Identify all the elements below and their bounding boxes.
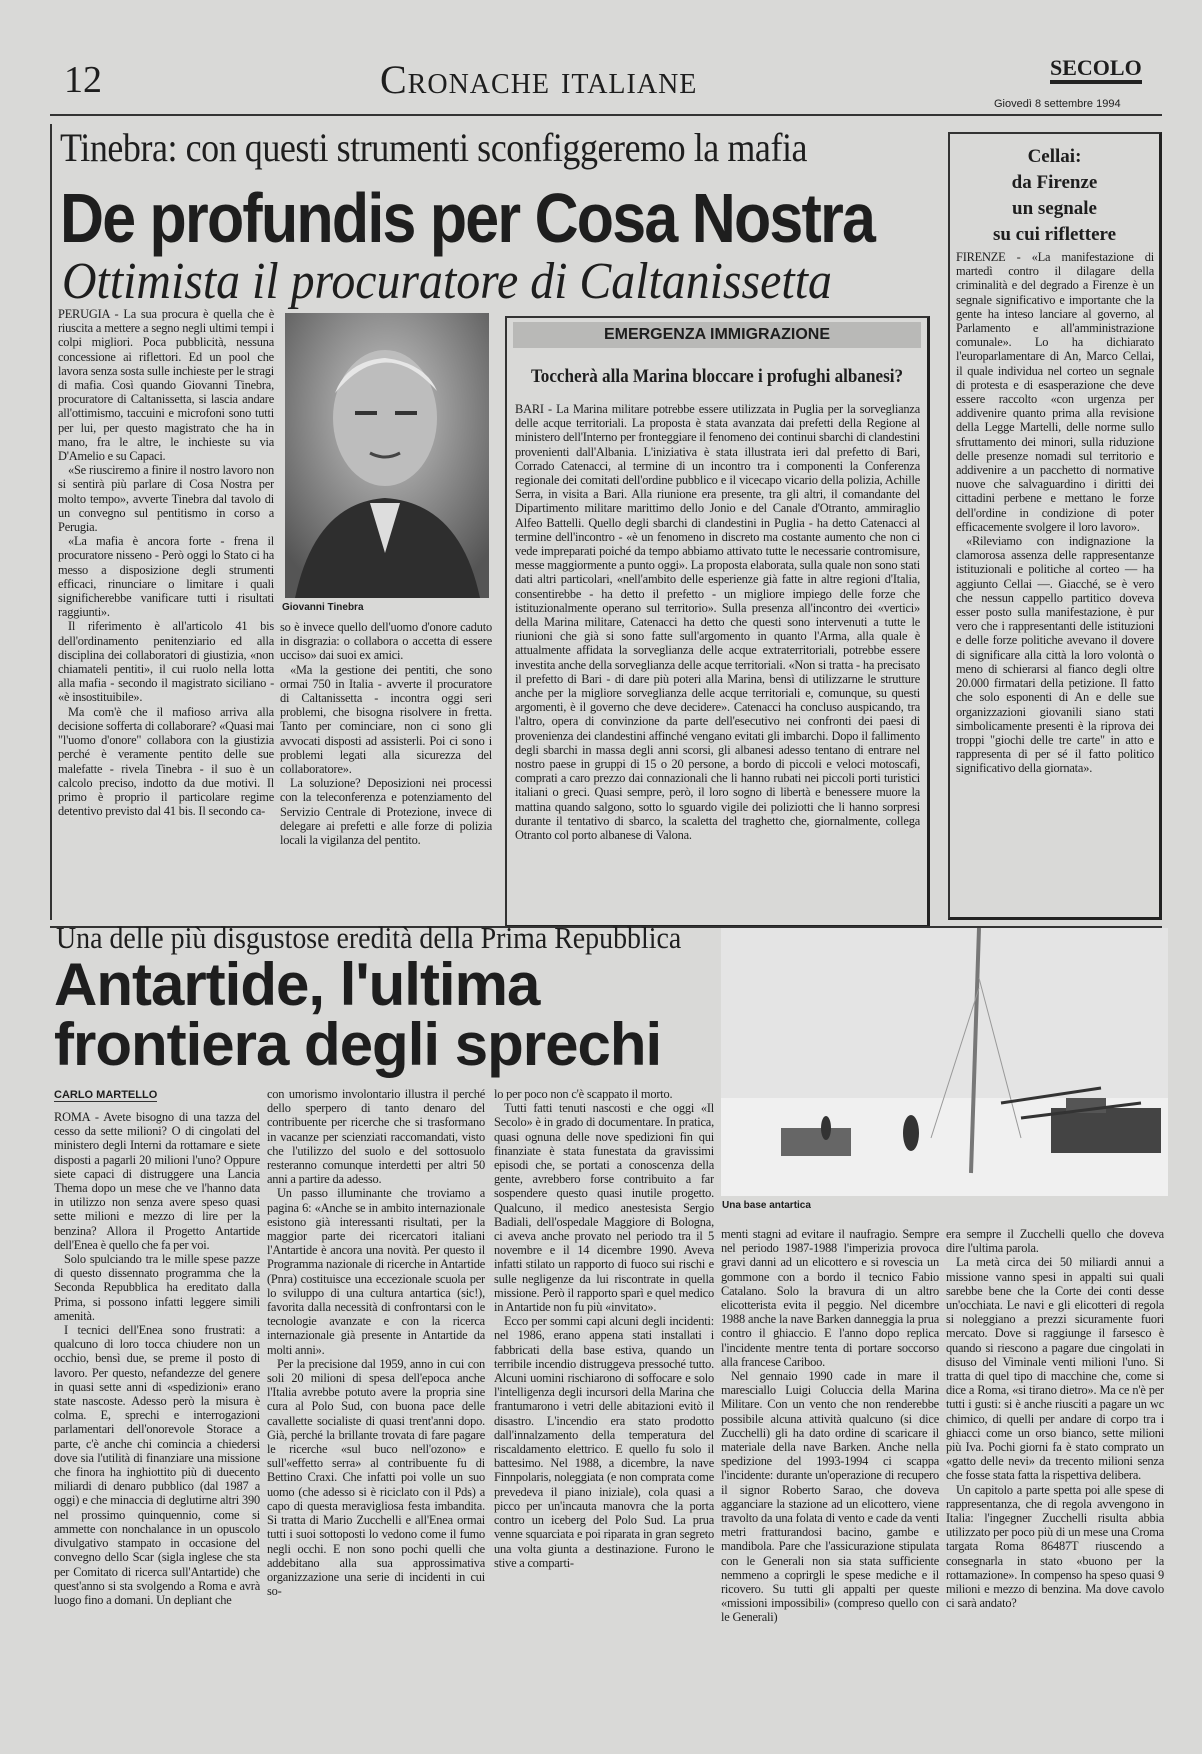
sidebar-title-line: su cui riflettere: [992, 224, 1117, 245]
immigration-banner: EMERGENZA IMMIGRAZIONE: [513, 322, 921, 348]
tinebra-portrait-photo: [285, 313, 489, 598]
sidebar-body: [956, 250, 1154, 912]
paragraph: FIRENZE - «La manifestazione di martedì contro il dilagare della criminalità e del degrado a Firenze è un segnale significativo e importante che la gente ha inteso lanciare al governo, al Parlamento e all'amministrazione comunale». Lo ha dichiarato l'europarlamentare di An, Marco Cellai, il quale individua nel corteo un segnale di protesta e di esasperazione che deve essere raccolto «con urgenza per addivenire quanto prima alla revisione della Legge Martelli, delle norme sullo sfruttamento dei minori, sulla riduzione delle presenze nomadi sul territorio e addivenire a un pacchetto di normative nuove che salvaguardino i diritti dei cittadini perbene e mettano le forze dell'ordine in condizione di poter efficacemente svolgere il loro lavoro».: [956, 250, 1154, 534]
paragraph: «Ma la gestione dei pentiti, che sono ormai 750 in Italia - avverte il procuratore di Caltanissetta - incontra oggi seri problemi, che bisogna risolvere in fretta. Tanto per cominciare, non ci sono gli avvocati disposti ad assisterli. Poi ci sono i problemi legati alla sicurezza del collaboratore».: [280, 662, 492, 777]
headline-line: Antartide, l'ultima: [54, 951, 540, 1018]
lead-headline: De profundis per Cosa Nostra: [60, 179, 875, 257]
paragraph: Tutti fatti tenuti nascosti e che oggi «Il Secolo» è in grado di documentare. In pratica, quasi ognuna delle nove spedizioni fin qui finanziate è stata funestata da gravissimi episodi che, se portati a conoscenza della gente, avrebbero forse contribuito a far sospendere questo quasi inutile progetto. Qualcuno, il medico anestesista Sergio Badiali, dell'ospedale Maggiore di Bologna, ci aveva anche provato nel periodo tra il 5 novembre e il 14 dicembre 1990. Aveva infatti stilato un rapporto di fuoco sui rischi e sulle negligenze da lui riscontrate in quella missione. Però il rapporto sparì e quel medico in Antartide non fu più «invitato».: [494, 1101, 714, 1315]
antarctic-column-5: [946, 1227, 1164, 1746]
antarctic-base-photo: [721, 928, 1168, 1196]
paragraph: «Rileviamo con indignazione la clamorosa assenza delle rappresentanze istituzionali e politiche al corteo — ha aggiunto Cellai —. Giacché, se è vero che nessun cappello partitico doveva esser posto sulla manifestazione, è pur vero che i rappresentanti delle istituzioni e delle forze politiche avevano il dovere di significare alla città la loro volontà o meno di schierarsi al fianco degli oltre 20.000 firmatari della petizione. Il fatto che solo esponenti di An e delle sue organizzazioni giovanili siano stati simbolicamente presenti è la riprova dei troppi "giochi delle tre carte" in atto e rappresenta di per sé il fatto politico significativo della giornata».: [956, 534, 1154, 776]
immigration-body: [515, 402, 920, 922]
paragraph: ROMA - Avete bisogno di una tazza del cesso da sette milioni? O di cingolati del ministero degli Interni da rottamare e siete disposti a pagarli 20 milioni l'uno? Oppure siete capaci di distruggere una Lancia Thema dopo un mese che ve l'hanno data in utilizzo non senza avere speso quasi sette milioni e mezzo di lire per la benzina? Allora il Progetto Antartide dell'Enea è quello che fa per voi.: [54, 1110, 260, 1252]
immigration-title: Toccherà alla Marina bloccare i profughi albanesi?: [530, 366, 904, 387]
newspaper-logo: SECOLO: [1050, 56, 1142, 84]
paragraph: I tecnici dell'Enea sono frustrati: a qualcuno di loro tocca chiudere non un occhio, bensì due, se preme il posto di lavoro. Per questo, nefandezze del genere in quasi sette anni di «spedizioni» erano state nascoste. Adesso però la misura è colma. E, sprechi e interrogazioni parlamentari dell'onorevole Storace a parte, c'è anche chi comincia a chiedersi dove sia l'utilità di finanziare una missione che finora ha inghiottito più di duecento miliardi di denaro pubblico (dal 1987 a oggi) e che minaccia di deglutirne altri 390 nel prossimo quinquennio, come si ammette con nonchalance in un opuscolo divulgativo stampato in occasione del convegno dello Scar (sigla inglese che sta per Comitato di ricerca sull'Antartide) che quest'anno si sta svolgendo a Roma e avrà luogo fino a domani. Un depliant che: [54, 1323, 260, 1607]
paragraph: con umorismo involontario illustra il perché dello sperpero di tanto denaro del contribuente per ricerche che si trasformano in vacanze per scienziati raccomandati, visto che l'utilizzo del suolo e del sottosuolo resteranno comunque interdetti per altri 50 anni a partire da adesso.: [267, 1087, 485, 1187]
lead-column-2: [280, 620, 492, 908]
sidebar-title-line: un segnale: [1012, 198, 1097, 219]
paragraph: Ma com'è che il mafioso arriva alla decisione sofferta di collaborare? «Quasi mai "l'uomo d'onore" collabora con la giustizia perché è veramente pentito delle sue malefatte - rivela Tinebra - il suo è un calcolo preciso, indotto da due motivi. Il primo è proprio il particolare regime detentivo previsto dal 41 bis. Il secondo ca-: [58, 704, 274, 819]
paragraph: «La mafia è ancora forte - frena il procuratore nisseno - Però oggi lo Stato ci ha messo a disposizione degli strumenti efficaci, rinunciare o limitare i quali significherebbe vanificare tutti i risultati raggiunti».: [58, 534, 274, 620]
paragraph: La soluzione? Deposizioni nei processi con la teleconferenza e potenziamento del Servizio Centrale di Protezione, invece di delegare ai prefetti e alle forze di polizia locali la vigilanza del pentito.: [280, 776, 492, 848]
sidebar-title: [950, 144, 1159, 248]
issue-date: Giovedì 8 settembre 1994: [994, 98, 1121, 110]
photo-caption: Giovanni Tinebra: [282, 602, 364, 613]
paragraph: menti stagni ad evitare il naufragio. Sempre nel periodo 1987-1988 l'imperizia provoca gravi danni ad un elicottero e si rovescia un gommone con a bordo il tecnico Fabio Catalano. Solo la bravura di un altro elicotterista evita il peggio. Nel dicembre 1988 anche la nave Barken danneggia la prua contro il ghiaccio. E l'anno dopo replica l'incidente mentre tenta di portare soccorso alla francese Cariboo.: [721, 1227, 939, 1369]
headline-line: frontiera degli sprechi: [54, 1011, 662, 1078]
lead-kicker: Tinebra: con questi strumenti sconfiggeremo la mafia: [60, 125, 808, 170]
paragraph: Per la precisione dal 1959, anno in cui con soli 20 milioni di spesa dell'epoca anche l'Italia avrebbe potuto avere la propria sine cura al Polo Sud, con buona pace delle cavallette socialiste di quasi trent'anni dopo. Già, perché la brillante trovata di fare pagare le ricerche «sul buco nell'ozono» e sull'«effetto serra» al contribuente fu di Bettino Craxi. Che infatti poi volle un suo uomo (che adesso si è riciclato con il Pds) a capo di questa meravigliosa festa imbandita. Si tratta di Mario Zucchelli e all'Enea ormai tutti i suoi sottoposti lo vedono come il fumo negli occhi. E non sono pochi quelli che addebitano alla sua approssimativa organizzazione una serie di incidenti in cui so-: [267, 1356, 485, 1599]
paragraph: Un capitolo a parte spetta poi alle spese di rappresentanza, che di regola avvengono in Italia: l'ingegner Zucchelli risulta abbia utilizzato per poco più di un mese una Croma targata Roma 86487T riuscendo a consegnarla in stato «buono per la rottamazione». In compenso ha speso quasi 9 milioni e mezzo di benzina. Ma dove cavolo ci sarà andato?: [946, 1482, 1164, 1611]
header-rule: [50, 114, 1162, 116]
paragraph: lo per poco non c'è scappato il morto.: [494, 1087, 673, 1101]
photo-caption: Una base antartica: [722, 1200, 811, 1211]
paragraph: Ecco per sommi capi alcuni degli incidenti: nel 1986, erano appena stati installati i fabbricati della base estiva, quando un terribile incendio distruggeva pressoché tutto. Alcuni uomini rischiarono di soffocare e solo l'intelligenza degli incursori della Marina che frantumarono i vetri delle abitazioni evitò il disastro. L'incendio era stato prodotto dall'innalzamento della temperatura del riscaldamento elettrico. E quello fu solo il battesimo. Nel 1988, a dicembre, la nave Finnpolaris, noleggiata (e non comprata come prevedeva il piano iniziale), cola quasi a picco per un'incauta manovra che la porta contro un iceberg del Polo Sud. La prua venne squarciata e poi riparata in gran segreto una volta giunta a destinazione. Furono le stive a comparti-: [494, 1314, 714, 1570]
antarctic-column-3: [494, 1087, 714, 1746]
paragraph: BARI - La Marina militare potrebbe essere utilizzata in Puglia per la sorveglianza delle acque territoriali. La proposta è stata avanzata dai prefetti della Regione al ministero dell'Interno per fronteggiare il fenomeno dei continui sbarchi di clandestini provenienti dall'Albania. L'iniziativa è stata illustrata ieri dal prefetto di Bari, Corrado Catenacci, al termine di un incontro tra i componenti la Conferenza regionale dei comitati dell'ordine pubblico e il vicecapo vicario della polizia, Achille Serra, in visita a Bari. Alla riunione era presente, tra gli altri, il comandante del Dipartimento militare marittimo dello Jonio e del Canale d'Otranto, ammiraglio Alfeo Battelli. Quello degli sbarchi di clandestini in Puglia - ha detto Catenacci al termine dell'incontro - «è un fenomeno in discreto ma costante aumento che non ci vede impreparati poiché da tempo abbiamo attivato tutte le necessarie contromisure, messe maggiormente a punto oggi». La proposta elaborata, sulla quale non sono stati dati altri particolari, «nell'ambito delle esperienze già fatte in altre regioni d'Italia, consentirebbe - ha detto il prefetto - un migliore impiego delle forze che istituzionalmente operano sul territorio». Sulla presenza all'incontro dei «vertici» della Marina militare, Catenacci ha detto che questi sono intervenuti a tutte le riunioni che già si sono fatte sull'argomento in quanto l'Arma, alla quale è attualmente affidata la sorveglianza delle acque extraterritoriali, potrebbe essere investita anche della sorveglianza delle acque territoriali. «Non si tratta - ha precisato il prefetto di Bari - di dare più poteri alla Marina, bensì di utilizzarne le strutture anche per la migliore sorveglianza delle acque territoriali e, comunque, su questi argomenti, è il governo che deve decidere». Catenacci ha concluso auspicando, tra l'altro, opera di convinzione da parte dell'esecutivo nei confronti dei paesi di provenienza dei clandestini affinché vengano evitati gli imbarchi. Dopo il fallimento degli sbarchi in massa degli anni scorsi, gli albanesi adesso tentano di entrare nel nostro paese in gruppi di 15 o 20 persone, a bordo di piccoli e veloci motoscafi, comprati a caro prezzo dai connazionali che li hanno rubati nei piccoli porti turistici italiani o greci. Quasi sempre, però, il loro sogno di libertà e benessere muore la mattina quando salgono, sotto lo sguardo vigile dei poliziotti che li hanno sorpresi durante il tentativo di sbarco, la scaletta del traghetto che, giornalmente, collega Otranto col porto albanese di Valona.: [515, 402, 920, 843]
byline: CARLO MARTELLO: [54, 1089, 158, 1101]
paragraph: era sempre il Zucchelli quello che doveva dire l'ultima parola.: [946, 1227, 1164, 1256]
paragraph: La metà circa dei 50 miliardi annui a missione vanno spesi in appalti sui quali sarebbe bene che la Corte dei conti desse un'occhiata. Le navi e gli elicotteri di regola si noleggiano a prezzi sicuramente fuori mercato. Dove si raggiunge il farsesco è quando si riescono a pagare due cingolati in disuso del Viminale venti milioni l'uno. Si tratta di quel tipo di macchine che, come si dice a Roma, «si tirano dietro». Ma ce n'è per tutti i gusti: si è anche riusciti a pagare un wc chimico, di quelli per andare di corpo tra i ghiacci come un orso bianco, sette milioni più Iva. Pochi giorni fa è stato comprato un «gatto delle nevi» da trecento milioni senza che fosse stata fatta la rispettiva delibera.: [946, 1255, 1164, 1483]
immigration-box: [505, 316, 930, 928]
paragraph: so è invece quello dell'uomo d'onore caduto in disgrazia: o collabora o accetta di essere ucciso» dai suoi ex amici.: [280, 620, 492, 663]
antarctic-column-1: [54, 1110, 260, 1746]
antarctic-column-2: [267, 1087, 485, 1746]
paragraph: Nel gennaio 1990 cade in mare il maresciallo Luigi Coluccia della Marina Militare. Con un vento che non renderebbe possibile alcuna attività qualcuno (si dice Zucchelli) gli ha dato ordine di scaricare il materiale della nave Barken. Anche nella spedizione del 1993-1994 ci scappa l'incidente: durante un'operazione di recupero il signor Roberto Sarao, che doveva agganciare la stazione ad un elicottero, viene travolto da una folata di vento e cade da venti metri fratturandosi bacino, gambe e mandibola. Pare che l'assicurazione stipulata con le Generali non sia stata sufficiente nemmeno a coprirgli le spese mediche e il ricovero. Su tutti gli appalti per queste «missioni impossibili» (compreso quello con le Generali): [721, 1369, 939, 1625]
paragraph: Un passo illuminante che troviamo a pagina 6: «Anche se in ambito internazionale esistono già interessanti risultati, per la maggior parte dei ricercatori italiani l'Antartide è ancora una novità. Per questo il Programma nazionale di ricerche in Antartide (Pnra) costituisce una eccezionale scuola per lo sviluppo di una cultura antartica (sic!), favorita dalla necessità di confrontarsi con le tecnologie avanzate e con la ricerca internazionale già presente in Antartide da molti anni».: [267, 1186, 485, 1357]
section-title: Cronache italiane: [380, 57, 698, 102]
cellai-sidebar: [948, 132, 1162, 920]
antarctic-headline: [54, 951, 662, 1078]
paragraph: Il riferimento è all'articolo 41 bis dell'ordinamento penitenziario ed alla disciplina dei collaboratori di giustizia, «non chiamateli pentiti», il cui ruolo nella lotta alla mafia - secondo il magistrato siciliano - «è insostituibile».: [58, 619, 274, 705]
paragraph: «Se riusciremo a finire il nostro lavoro non si sentirà più parlare di Cosa Nostra per molto tempo», avverte Tinebra dal tavolo di un convegno sul pentitismo in corso a Perugia.: [58, 463, 274, 535]
sidebar-title-line: da Firenze: [1011, 172, 1098, 193]
sidebar-title-line: Cellai:: [1027, 146, 1082, 167]
antarctic-kicker: Una delle più disgustose eredità della Prima Repubblica: [56, 920, 682, 955]
page-number: 12: [64, 59, 102, 101]
paragraph: PERUGIA - La sua procura è quella che è riuscita a mettere a segno negli ultimi tempi i colpi migliori. Poca pubblicità, nessuna concessione ai riflettori. Ed un pool che lavora senza sosta sulle inchieste per le stragi di mafia. Così quando Giovanni Tinebra, procuratore di Caltanissetta, si lascia andare all'ottimismo, taccuini e microfoni sono tutti per lui, per questo magistrato che ha in mano, fra le altre, le inchieste su via D'Amelio e su Capaci.: [58, 307, 274, 464]
lead-column-1: [58, 307, 274, 907]
paragraph: Solo spulciando tra le mille spese pazze di questo dissennato programma che la Seconda Repubblica ha ereditato dalla Prima, si possono infatti leggere simili amenità.: [54, 1252, 260, 1323]
antarctic-column-4: [721, 1227, 939, 1746]
lead-subhead: Ottimista il procuratore di Caltanissetta: [62, 253, 832, 310]
